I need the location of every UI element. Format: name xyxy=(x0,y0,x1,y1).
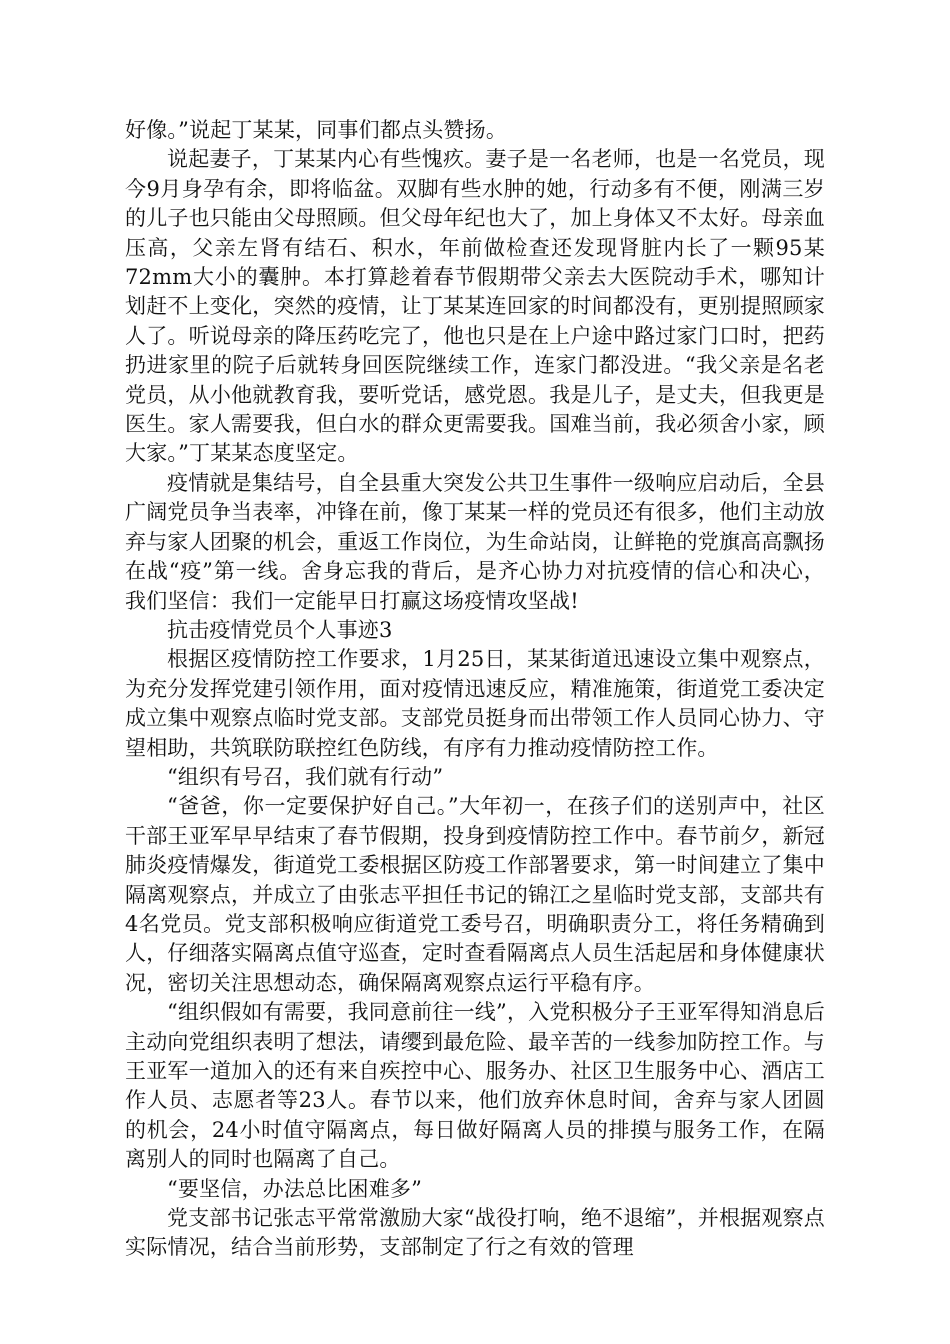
paragraph-wang-yajun: “爸爸，你一定要保护好自己。”大年初一，在孩子们的送别声中，社区干部王亚军早早结束了春节假期，投身到疫情防控工作中。春节前夕，新冠肺炎疫情爆发，街道党工委根据区防疫工作部署要求，第一时间建立了集中隔离观察点，并成立了由张志平担任书记的锦江之星临时党支部，支部共有4名党员。党支部积极响应街道党工委号召，明确职责分工，将任务精确到人，仔细落实隔离点值守巡查，定时查看隔离点人员生活起居和身体健康状况，密切关注思想动态，确保隔离观察点运行平稳有序。 xyxy=(125,794,825,995)
subheading-organization-call: “组织有号召，我们就有行动” xyxy=(167,764,444,789)
paragraph-zhang-zhiping: 党支部书记张志平常常激励大家“战役打响，绝不退缩”，并根据观察点实际情况，结合当前形势，支部制定了行之有效的管理 xyxy=(125,1206,825,1260)
paragraph-wife: 说起妻子，丁某某内心有些愧疚。妻子是一名老师，也是一名党员，现今9月身孕有余，即将临盆。双脚有些水肿的她，行动多有不便，刚满三岁的儿子也只能由父母照顾。但父母年纪也大了，加上身体又不太好。母亲血压高，父亲左肾有结石、积水，年前做检查还发现肾脏内长了一颗95某72mm大小的囊肿。本打算趁着春节假期带父亲去大医院动手术，哪知计划赶不上变化，突然的疫情，让丁某某连回家的时间都没有，更别提照顾家人了。听说母亲的降压药吃完了，他也只是在上户途中路过家门口时，把药扔进家里的院子后就转身回医院继续工作，连家门都没进。“我父亲是名老党员，从小他就教育我，要听党话，感党恩。我是儿子，是丈夫，但我更是医生。家人需要我，但白水的群众更需要我。国难当前，我必须舍小家，顾大家。”丁某某态度坚定。 xyxy=(125,147,825,466)
paragraph-front-line: “组织假如有需要，我同意前往一线”，入党积极分子王亚军得知消息后主动向党组织表明了想法，请缨到最危险、最辛苦的一线参加防控工作。与王亚军一道加入的还有来自疾控中心、服务办、社区卫生服务中心、酒店工作人员、志愿者等23人。春节以来，他们放弃休息时间，舍弃与家人团圆的机会，24小时值守隔离点，每日做好隔离人员的排摸与服务工作，在隔离别人的同时也隔离了自己。 xyxy=(125,1000,825,1172)
document-body xyxy=(125,116,825,1263)
paragraph-continuation: 好像。”说起丁某某，同事们都点头赞扬。 xyxy=(125,118,508,142)
section-heading-3: 抗击疫情党员个人事迹3 xyxy=(167,617,393,642)
paragraph-epidemic-call: 疫情就是集结号，自全县重大突发公共卫生事件一级响应启动后，全县广阔党员争当表率，冲锋在前，像丁某某一样的党员还有很多，他们主动放弃与家人团聚的机会，重返工作岗位，为生命站岗，让鲜艳的党旗高高飘扬在战“疫”第一线。舍身忘我的背后，是齐心协力对抗疫情的信心和决心，我们坚信：我们一定能早日打赢这场疫情攻坚战! xyxy=(125,470,825,613)
subheading-believe: “要坚信，办法总比困难多” xyxy=(167,1176,423,1201)
paragraph-observation-point: 根据区疫情防控工作要求，1月25日，某某街道迅速设立集中观察点，为充分发挥党建引领作用，面对疫情迅速反应，精准施策，街道党工委决定成立集中观察点临时党支部。支部党员挺身而出带领工作人员同心协力、守望相助，共筑联防联控红色防线，有序有力推动疫情防控工作。 xyxy=(125,647,825,760)
